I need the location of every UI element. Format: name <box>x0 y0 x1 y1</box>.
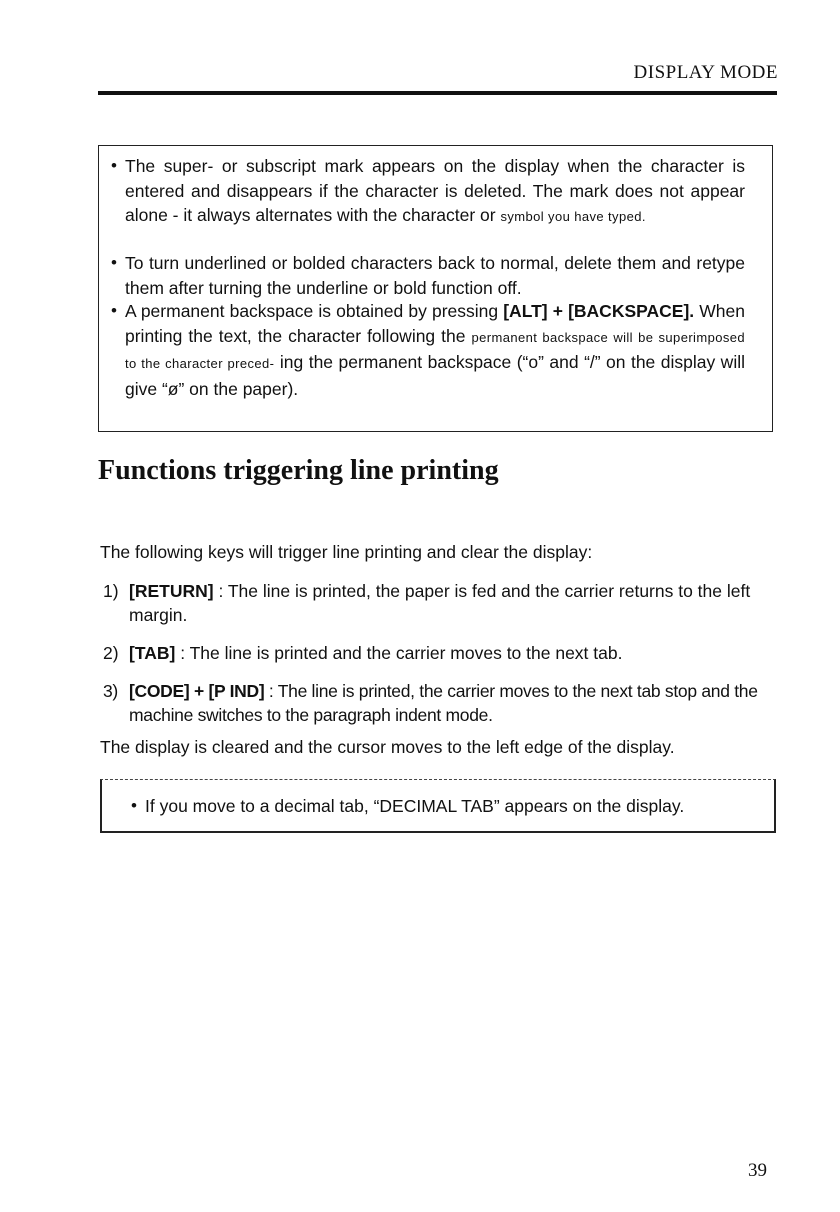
closing-paragraph: The display is cleared and the cursor moves to the left edge of the display. <box>100 737 675 757</box>
step-number: 2) <box>103 643 119 663</box>
tip-item <box>131 794 765 819</box>
note-box <box>98 145 773 432</box>
step-number: 3) <box>103 681 118 701</box>
note-text: When printing the text, the character following the <box>125 301 745 346</box>
key-code-pind: [CODE] + [P IND] <box>129 681 265 701</box>
section-title: Functions triggering line printing <box>98 455 499 486</box>
step-return <box>103 579 783 627</box>
key-tab: [TAB] <box>129 643 176 663</box>
step-body <box>129 579 783 627</box>
tip-text: If you move to a decimal tab, “DECIMAL TAB” appears on the display. <box>145 796 685 816</box>
note-item-superscript <box>111 154 745 230</box>
header-rule <box>98 91 777 95</box>
step-text: : The line is printed, the carrier moves to the next tab stop and the machine switches to the paragraph indent mode. <box>129 681 758 725</box>
note-text: ing the permanent backspace (“o” and “/” on the display will give “ø” on the paper). <box>125 352 745 399</box>
bullet-icon: • <box>131 796 137 815</box>
step-code-pind <box>103 679 783 727</box>
step-tab <box>103 641 783 665</box>
key-alt: [ALT] + <box>503 301 563 321</box>
page-number: 39 <box>748 1160 767 1181</box>
intro-paragraph: The following keys will trigger line printing and clear the display: <box>100 542 593 562</box>
note-item-underline <box>111 251 745 300</box>
step-number: 1) <box>103 581 119 601</box>
step-text: : The line is printed and the carrier moves to the next tab. <box>175 643 623 663</box>
step-body <box>129 679 783 727</box>
bullet-icon: • <box>111 301 117 320</box>
running-head: DISPLAY MODE <box>633 62 778 83</box>
step-body <box>129 641 783 665</box>
bullet-icon: • <box>111 156 117 175</box>
step-text: : The line is printed, the paper is fed and the carrier returns to the left margin. <box>129 581 751 625</box>
note-text-small: permanent backspace will be superimposed to the character preced- <box>125 329 745 371</box>
bullet-icon: • <box>111 253 117 272</box>
tip-box <box>100 779 776 833</box>
note-text: To turn underlined or bolded characters back to normal, delete them and retype them after turning the underline or bold function off. <box>125 253 745 298</box>
note-item-backspace <box>111 299 745 401</box>
key-return: [RETURN] <box>129 581 214 601</box>
note-text: The super- or subscript mark appears on the display when the character is entered and disappears if the character is deleted. The mark does not appear alone - it always alternates with the character or <box>125 156 745 225</box>
key-backspace: [BACKSPACE]. <box>568 301 695 321</box>
note-text: A permanent backspace is obtained by pressing <box>125 301 499 321</box>
note-text-small: symbol you have typed. <box>500 209 646 224</box>
